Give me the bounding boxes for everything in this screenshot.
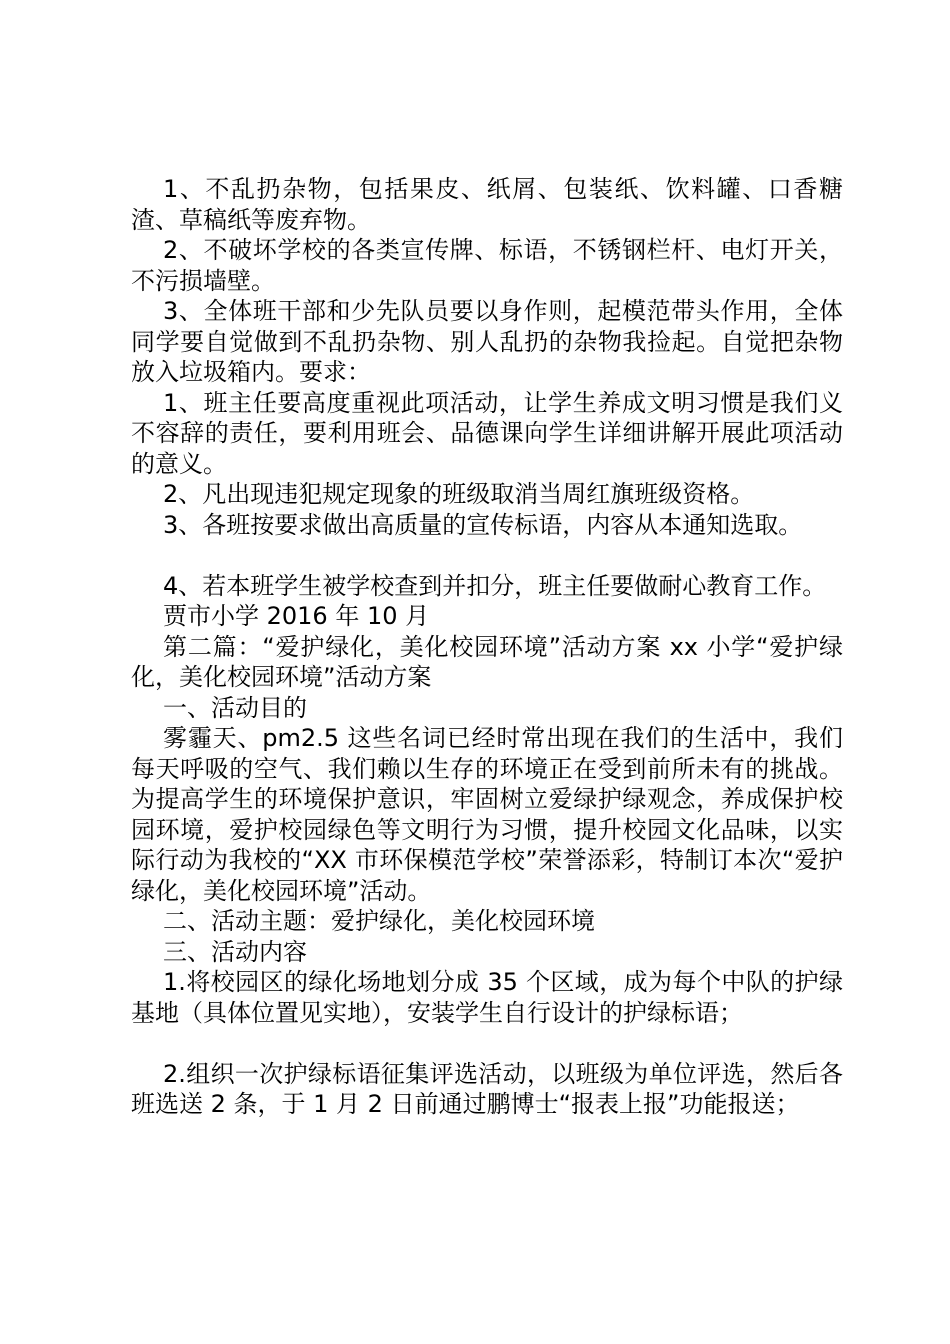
paragraph-rule-2: 2、不破坏学校的各类宣传牌、标语，不锈钢栏杆、电灯开关，不污损墙壁。 [131, 236, 843, 295]
paragraph-activity-purpose: 雾霾天、pm2.5 这些名词已经时常出现在我们的生活中，我们每天呼吸的空气、我们赖以生存的环境正在受到前所未有的挑战。为提高学生的环境保护意识，牢固树立爱绿护绿观念，养成保护校园环境，爱护校园绿色等文明行为习惯，提升校园文化品味，以实际行动为我校的“XX 市环保模范学校”荣誉添彩，特制订本次“爱护绿化，美化校园环境”活动。 [131, 724, 843, 905]
paragraph-rule-3: 3、全体班干部和少先队员要以身作则，起模范带头作用，全体同学要自觉做到不乱扔杂物、别人乱扔的杂物我捡起。自觉把杂物放入垃圾箱内。要求： [131, 297, 843, 386]
paragraph-rule-1: 1、不乱扔杂物，包括果皮、纸屑、包装纸、饮料罐、口香糖渣、草稿纸等废弃物。 [131, 175, 843, 234]
heading-activity-purpose: 一、活动目的 [163, 693, 307, 722]
heading-activity-content: 三、活动内容 [163, 937, 307, 966]
paragraph-requirement-2: 2、凡出现违犯规定现象的班级取消当周红旗班级资格。 [163, 480, 755, 508]
paragraph-requirement-1: 1、班主任要高度重视此项活动，让学生养成文明习惯是我们义不容辞的责任，要利用班会、品德课向学生详细讲解开展此项活动的意义。 [131, 388, 843, 478]
paragraph-requirement-4: 4、若本班学生被学校查到并扣分，班主任要做耐心教育工作。 [163, 571, 827, 600]
paragraph-content-item-2: 2.组织一次护绿标语征集评选活动，以班级为单位评选，然后各班选送 2 条，于 1 月 2 日前通过鹏博士“报表上报”功能报送； [131, 1059, 843, 1118]
signature-date: 贾市小学 2016 年 10 月 [163, 602, 430, 630]
blank-line [131, 540, 843, 571]
section-title-part-two: 第二篇：“爱护绿化，美化校园环境”活动方案 xx 小学“爱护绿化，美化校园环境”活动方案 [131, 632, 843, 691]
heading-activity-theme: 二、活动主题：爱护绿化，美化校园环境 [163, 907, 595, 935]
paragraph-content-item-1: 1.将校园区的绿化场地划分成 35 个区域，成为每个中队的护绿基地（具体位置见实地），安装学生自行设计的护绿标语； [131, 968, 843, 1027]
document-body [131, 174, 843, 1120]
paragraph-requirement-3: 3、各班按要求做出高质量的宣传标语，内容从本通知选取。 [163, 510, 803, 539]
blank-line [131, 1028, 843, 1059]
